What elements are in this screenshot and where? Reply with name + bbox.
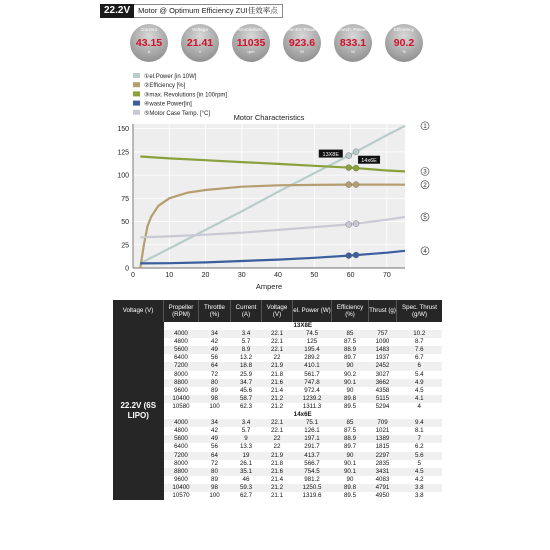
table-cell: 5294 [375,402,390,410]
table-cell: 410.1 [293,362,332,370]
table-cell: 21.8 [270,459,284,467]
table-cell: 4791 [369,484,397,492]
table-cell: 45.6 [239,386,253,394]
table-cell: 88.9 [332,435,369,443]
table-cell: 4358 [375,386,390,394]
table-cell: 4.5 [397,468,443,476]
table-cell: 10400 [164,395,199,403]
propeller-name: 14x6E [293,411,312,419]
series-end-marker-label: 3 [423,169,427,176]
table-cell: 90 [346,475,354,483]
table-cell: 10570 [172,491,190,499]
table-cell: 10400 [164,484,199,492]
x-tick-label: 60 [346,272,355,279]
table-cell: 21.2 [270,402,284,410]
table-cell: 22.1 [270,427,284,435]
table-cell: 3431 [369,468,397,476]
gauge-unit: A [147,49,151,54]
operating-point-marker [353,165,359,171]
gauge-label: Revolutions* [237,28,265,33]
table-cell: 74.5 [293,330,332,338]
table-cell: 1815 [375,443,390,451]
table-cell: 21.4 [270,475,284,483]
gauge-unit: V [198,49,202,54]
table-cell: 89.5 [343,491,357,499]
table-cell: 754.5 [293,468,332,476]
table-cell: 22.1 [262,330,293,338]
table-cell: 5.6 [397,452,443,460]
table-cell: 21.6 [262,468,293,476]
gauge-value: 21.41 [186,37,214,49]
x-tick-label: 40 [274,272,282,279]
legend-swatch-5 [133,110,140,115]
x-tick-label: 50 [310,272,319,279]
table-cell: 21.8 [270,370,284,378]
y-tick-label: 125 [117,149,129,157]
table-cell: 5 [417,459,421,467]
operating-point-marker [353,252,359,258]
y-tick-label: 50 [121,219,129,227]
table-cell: 1483 [369,346,397,354]
table-cell: 126.1 [304,427,320,435]
table-cell: 2452 [369,362,397,370]
table-cell: 972.4 [304,386,320,394]
table-cell: 1937 [375,354,390,362]
table-cell: 22.1 [262,419,293,427]
table-cell: 13.2 [239,354,253,362]
gauge-label: electric Power [286,28,318,33]
table-cell: 4.1 [397,395,443,403]
table-cell: 89 [211,386,218,394]
table-cell: 1250.5 [293,484,332,492]
table-cell: 42 [211,338,218,346]
table-cell: 9600 [174,386,188,394]
table-cell: 4800 [174,338,188,346]
table-cell: 1389 [369,435,397,443]
table-header-row [113,300,442,322]
table-cell: 4.5 [414,386,424,394]
annotation-13x8e: 13X8E [322,152,340,159]
series-end-marker-label: 4 [423,249,427,256]
operating-point-marker [353,221,359,227]
x-tick-label: 30 [237,272,246,279]
table-cell: 7200 [164,452,199,460]
y-tick-label: 0 [125,265,129,273]
table-cell: 22.1 [262,346,293,354]
legend-swatch-2 [133,82,140,87]
table-cell: 4 [417,402,421,410]
gauge-value: 11035 [236,37,266,49]
table-cell: 757 [369,330,397,338]
table-cell: 75.1 [293,419,332,427]
table-cell: 56 [211,443,218,451]
y-tick-label: 100 [117,172,129,180]
table-cell: 21.9 [262,452,293,460]
operating-point-marker [346,221,352,227]
table-cell: 4.2 [414,475,424,483]
operating-point-marker [353,182,359,188]
table-cell: 58.7 [231,395,262,403]
col-voltage2: Voltage (V) [262,300,293,322]
table-cell: 5600 [164,346,199,354]
table-cell: 25.9 [239,370,253,378]
table-cell: 64 [199,452,231,460]
x-axis-label: Ampere [255,282,283,291]
legend-swatch-3 [133,91,140,96]
table-cell: 59.3 [231,484,262,492]
legend-label-3: ③max. Revolutions [in 100rpm] [144,92,228,99]
table-cell: 6.2 [414,443,424,451]
legend-label-1: ①el.Power [in 10W] [144,74,197,80]
table-cell: 72 [211,370,218,378]
chart-title: Motor Characteristics [233,113,305,122]
table-cell: 4083 [375,475,390,483]
table-cell: 561.7 [304,370,320,378]
table-cell: 3.8 [397,484,443,492]
col-current: Current (A) [231,300,262,322]
table-cell: 90.1 [332,468,369,476]
table-cell: 197.1 [293,435,332,443]
gauge-label: Voltage [191,28,208,33]
table-cell: 8.9 [231,346,262,354]
table-cell: 88.9 [332,346,369,354]
table-cell: 566.7 [304,459,320,467]
table-cell: 100 [209,402,220,410]
table-cell: 62.3 [239,402,253,410]
table-cell: 89.8 [332,484,369,492]
table-cell: 3662 [369,379,397,387]
table-cell: 7.6 [397,346,443,354]
table-cell: 2835 [375,459,390,467]
table-cell: 90 [346,386,354,394]
table-cell: 89.8 [332,395,369,403]
gauge-value: 43.15 [135,37,163,49]
legend-label-2: ②Efficiency [%] [144,83,186,90]
table-cell: 747.8 [293,379,332,387]
table-cell: 35.1 [231,468,262,476]
table-cell: 8000 [174,459,188,467]
col-el-power: el. Power (W) [293,300,332,322]
table-cell: 21.2 [262,395,293,403]
table-cell: 1239.2 [293,395,332,403]
legend-label-4: ④waste Power[in] [144,101,192,108]
legend-label-5: ⑤Motor Case Temp. [°C] [144,110,211,117]
table-cell: 49 [199,435,231,443]
gauge-unit: rpm [247,49,255,54]
col-voltage: Voltage (V) [113,300,164,322]
series-end-marker-label: 5 [423,215,427,222]
table-cell: 89.7 [343,443,357,451]
table-cell: 56 [211,354,218,362]
table-cell: 22.1 [270,338,284,346]
table-cell: 8800 [164,379,199,387]
table-cell: 21.9 [262,362,293,370]
gauge-value: 833.1 [339,37,367,49]
col-spec-thrust: Spec. Thrust (g/W) [397,300,443,322]
x-tick-label: 0 [131,272,135,279]
table-cell: 90.1 [343,459,357,467]
table-cell: 3.8 [414,491,424,499]
gauge-value: 90.2 [393,37,415,49]
table-cell: 42 [211,427,218,435]
gauge-label: mech. Power [339,28,367,33]
y-tick-label: 75 [121,195,129,203]
table-cell: 26.1 [239,459,253,467]
table-cell: 9 [231,435,262,443]
gauge-label: Efficiency [393,28,415,33]
x-tick-label: 10 [165,272,174,279]
table-cell: 22 [273,443,281,451]
y-tick-label: 150 [117,126,129,134]
table-cell: 9.4 [397,419,443,427]
table-cell: 62.7 [239,491,253,499]
table-cell: 4800 [174,427,188,435]
table-cell: 4.9 [397,379,443,387]
table-cell: 80 [199,379,231,387]
table-cell: 195.4 [293,346,332,354]
gauge-label: Current [141,28,157,33]
table-cell: 2297 [369,452,397,460]
table-cell: 1311.3 [302,402,322,410]
col-efficiency: Efficiency (%) [332,300,369,322]
table-cell: 64 [199,362,231,370]
table-cell: 10.2 [397,330,443,338]
table-cell: 13.3 [239,443,253,451]
y-tick-label: 25 [121,242,129,250]
table-cell: 49 [199,346,231,354]
table-cell: 4000 [164,419,199,427]
col-propeller: Propeller (RPM) [164,300,199,322]
gauge-unit: % [402,49,406,54]
table-cell: 1021 [375,427,390,435]
table-cell: 46 [242,475,250,483]
table-cell: 1319.6 [302,491,322,499]
table-cell: 6400 [174,354,188,362]
table-cell: 4950 [375,491,390,499]
table-cell: 85 [332,419,369,427]
table-cell: 1090 [375,338,390,346]
table-cell: 4000 [164,330,199,338]
table-cell: 22 [262,435,293,443]
table-cell: 98 [199,395,231,403]
header-title: Motor @ Optimum Efficiency ZUI佳效率点 [134,4,283,18]
table-cell: 289.2 [304,354,320,362]
series-end-marker-label: 1 [423,124,427,131]
legend-swatch-1 [133,73,140,78]
gauge-unit: W [300,49,304,54]
table-cell: 90.1 [332,379,369,387]
gauge-unit: W [351,49,355,54]
table-cell: 5.7 [241,427,251,435]
table-cell: 72 [211,459,218,467]
table-cell: 85 [332,330,369,338]
table-cell: 8000 [174,370,188,378]
table-cell: 21.2 [262,484,293,492]
table-cell: 22 [273,354,281,362]
annotation-14x6e: 14x6E [361,158,377,165]
table-cell: 9600 [174,475,188,483]
operating-point-marker [346,153,352,159]
table-cell: 90 [332,362,369,370]
table-cell: 34 [199,419,231,427]
table-cell: 8800 [164,468,199,476]
table-cell: 3.4 [231,330,262,338]
table-cell: 6400 [174,443,188,451]
table-cell: 125 [306,338,318,346]
table-cell: 6 [397,362,443,370]
table-cell: 18.8 [231,362,262,370]
table-cell: 87.5 [343,338,357,346]
table-cell: 80 [199,468,231,476]
table-cell: 5.7 [241,338,251,346]
propeller-group-row [113,322,442,330]
table-cell: 21.4 [270,386,284,394]
header-voltage: 22.2V [100,4,134,18]
table-cell: 87.5 [343,427,357,435]
propeller-name: 13X8E [293,322,313,329]
col-throttle: Throttle (%) [199,300,231,322]
table-cell: 291.7 [304,443,320,451]
table-cell: 3.4 [231,419,262,427]
table-cell: 89 [211,475,218,483]
table-cell: 98 [199,484,231,492]
operating-point-marker [346,253,352,259]
operating-point-marker [346,165,352,171]
table-cell: 8.7 [414,338,424,346]
gauge-value: 923.6 [288,37,316,49]
table-cell: 34 [199,330,231,338]
table-cell: 3027 [375,370,390,378]
operating-point-marker [353,149,359,155]
table-cell: 21.6 [262,379,293,387]
table-cell: 10580 [172,402,190,410]
table-cell: 5115 [369,395,397,403]
table-cell: 5.4 [414,370,424,378]
legend-swatch-4 [133,101,140,106]
operating-point-marker [346,182,352,188]
x-tick-label: 70 [382,272,391,279]
col-thrust: Thrust (g) [369,300,397,322]
table-cell: 7 [397,435,443,443]
table-cell: 90.2 [343,370,357,378]
table-cell: 709 [369,419,397,427]
voltage-cell: 22.2V (6S LIPO) [113,322,164,500]
table-cell: 19 [231,452,262,460]
table-cell: 6.7 [414,354,424,362]
table-cell: 89.5 [343,402,357,410]
table-cell: 8.1 [414,427,424,435]
performance-table [113,300,442,500]
x-tick-label: 20 [201,272,210,279]
table-cell: 7200 [164,362,199,370]
series-end-marker-label: 2 [423,182,427,189]
table-cell: 90 [332,452,369,460]
table-cell: 34.7 [231,379,262,387]
table-cell: 89.7 [343,354,357,362]
table-cell: 5600 [164,435,199,443]
table-cell: 981.2 [304,475,320,483]
table-cell: 413.7 [293,452,332,460]
table-cell: 100 [209,491,220,499]
table-cell: 21.1 [270,491,284,499]
